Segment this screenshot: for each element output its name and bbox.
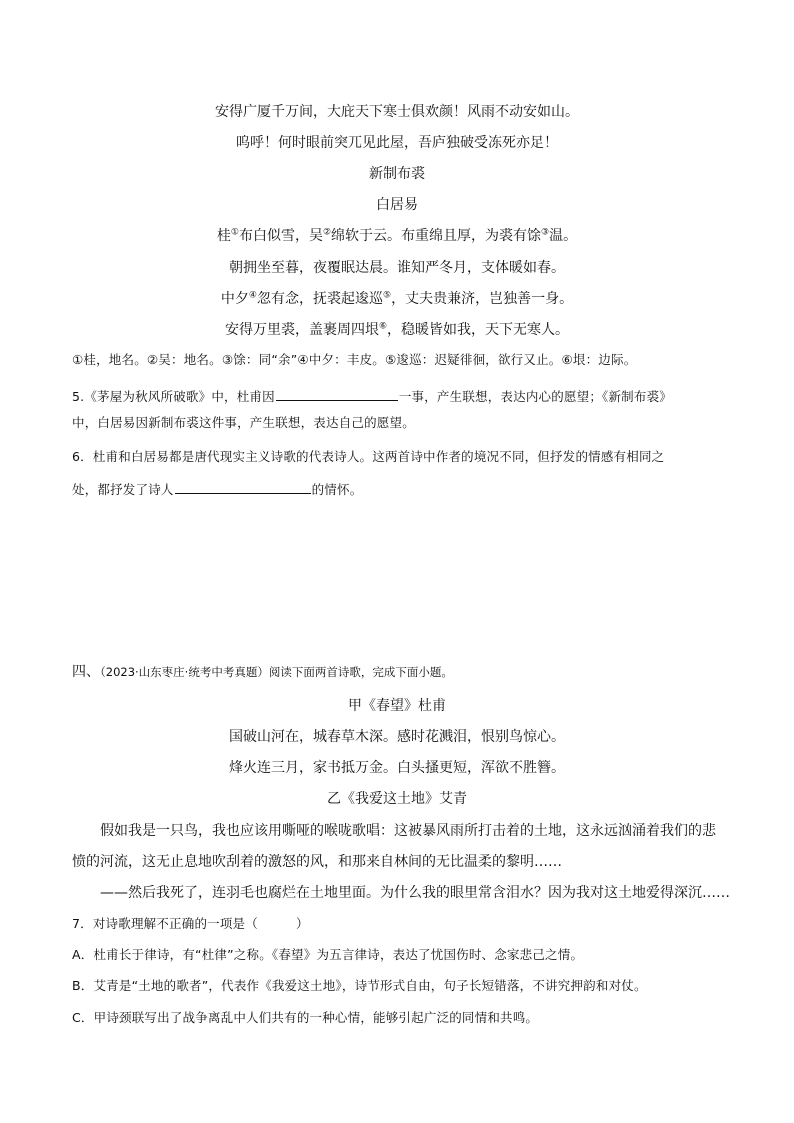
poem2-line-1-part: 绵软于云。布重绵且厚，为裘有馀	[331, 228, 542, 244]
poem-b-para-2: ——然后我死了，连羽毛也腐烂在土地里面。为什么我的眼里常含泪水？因为我对这土地爱得深沉……	[100, 885, 730, 901]
section-instruction: 阅读下面两首诗歌，完成下面小题。	[268, 665, 453, 679]
poem2-line-4-part: 安得万里裘，盖裹周四垠	[224, 322, 379, 338]
poem2-title: 新制布裘	[369, 166, 425, 182]
poem-a-line-2: 烽火连三月，家书抵万金。白头搔更短，浑欲不胜簪。	[229, 760, 565, 776]
poem2-line-3-part: 中夕	[220, 291, 249, 307]
footnote-mark: ①	[230, 227, 239, 238]
poem2-line-3-part: ，丈夫贵兼济，岂独善一身。	[391, 291, 574, 307]
poem-b-title: 乙《我爱这土地》艾青	[327, 791, 467, 807]
question-5-line-1	[72, 384, 672, 407]
poem2-line-1-part: 温。	[549, 228, 578, 244]
poem2-line-1	[0, 226, 794, 246]
poem2-author: 白居易	[376, 197, 418, 213]
poem1-line-2: 呜呼！何时眼前突兀见此屋，吾庐独破受冻死亦足！	[236, 135, 558, 151]
poem-b-para-1-line-1: 假如我是一只鸟，我也应该用嘶哑的喉咙歌唱：这被暴风雨所打击着的土地，这永远汹涌着我们的悲	[100, 823, 716, 839]
option-c[interactable]: C．甲诗颈联写出了战争离乱中人们共有的一种心情，能够引起广泛的同情和共鸣。	[72, 1010, 539, 1025]
poem2-line-1-part: 布白似雪，吴	[238, 228, 323, 244]
section-source: （2023·山东枣庄·统考中考真题）	[100, 665, 269, 679]
poem-b-para-1-line-2: 愤的河流，这无止息地吹刮着的激怒的风，和那来自林间的无比温柔的黎明……	[72, 854, 562, 870]
question-7-stem: 7．对诗歌理解不正确的一项是（ ）	[72, 916, 309, 931]
question-5-text: 一事，产生联想，表达内心的愿望；《新制布裘》	[398, 389, 672, 404]
section-number: 四、	[72, 664, 100, 680]
poem2-notes: ①桂，地名。②吴：地名。③馀：同“余”④中夕：丰皮。⑤逡巡：迟疑徘徊，欲行又止。⑥垠：边际。	[72, 352, 637, 367]
answer-blank-5[interactable]	[276, 384, 398, 401]
footnote-mark: ④	[248, 290, 257, 301]
footnote-mark: ③	[541, 227, 550, 238]
footnote-mark: ⑤	[383, 290, 392, 301]
footnote-mark: ⑥	[378, 321, 388, 332]
footnote-mark: ②	[322, 227, 332, 238]
poem2-line-3-part: 忽有念，抚裘起逡巡	[257, 291, 383, 307]
option-a[interactable]: A．杜甫长于律诗，有“杜律”之称。《春望》为五言律诗，表达了忧国伤时、念家悲己之情。	[72, 947, 584, 962]
poem2-line-3	[0, 289, 794, 309]
poem2-line-2: 朝拥坐至暮，夜覆眠达晨。谁知严冬月，支体暖如春。	[229, 260, 565, 276]
question-5-text: 5.《茅屋为秋风所破歌》中，杜甫因	[72, 389, 275, 404]
poem-a-title: 甲《春望》杜甫	[348, 698, 446, 714]
poem2-line-4	[0, 320, 794, 340]
answer-blank-6[interactable]	[175, 477, 311, 494]
question-6-line-1: 6．杜甫和白居易都是唐代现实主义诗歌的代表诗人。这两首诗中作者的境况不同，但抒发的情感有相同之	[72, 449, 665, 464]
question-6-text: 处，都抒发了诗人	[72, 482, 174, 497]
poem1-line-1: 安得广厦千万间，大庇天下寒士俱欢颜！风雨不动安如山。	[215, 104, 579, 120]
poem2-line-4-part: ，稳暖皆如我，天下无寒人。	[387, 322, 570, 338]
poem2-line-1-part: 桂	[216, 228, 231, 244]
question-6-text: 的情怀。	[311, 482, 363, 497]
section-4-header	[72, 662, 453, 682]
question-5-line-2: 中，白居易因新制布裘这件事，产生联想，表达自己的愿望。	[72, 415, 415, 430]
option-b[interactable]: B．艾青是“土地的歌者”，代表作《我爱这土地》，诗节形式自由，句子长短错落，不讲究押韵和对仗。	[72, 978, 647, 993]
poem-a-line-1: 国破山河在，城春草木深。感时花溅泪，恨别鸟惊心。	[229, 729, 565, 745]
question-6-line-2	[72, 477, 362, 500]
